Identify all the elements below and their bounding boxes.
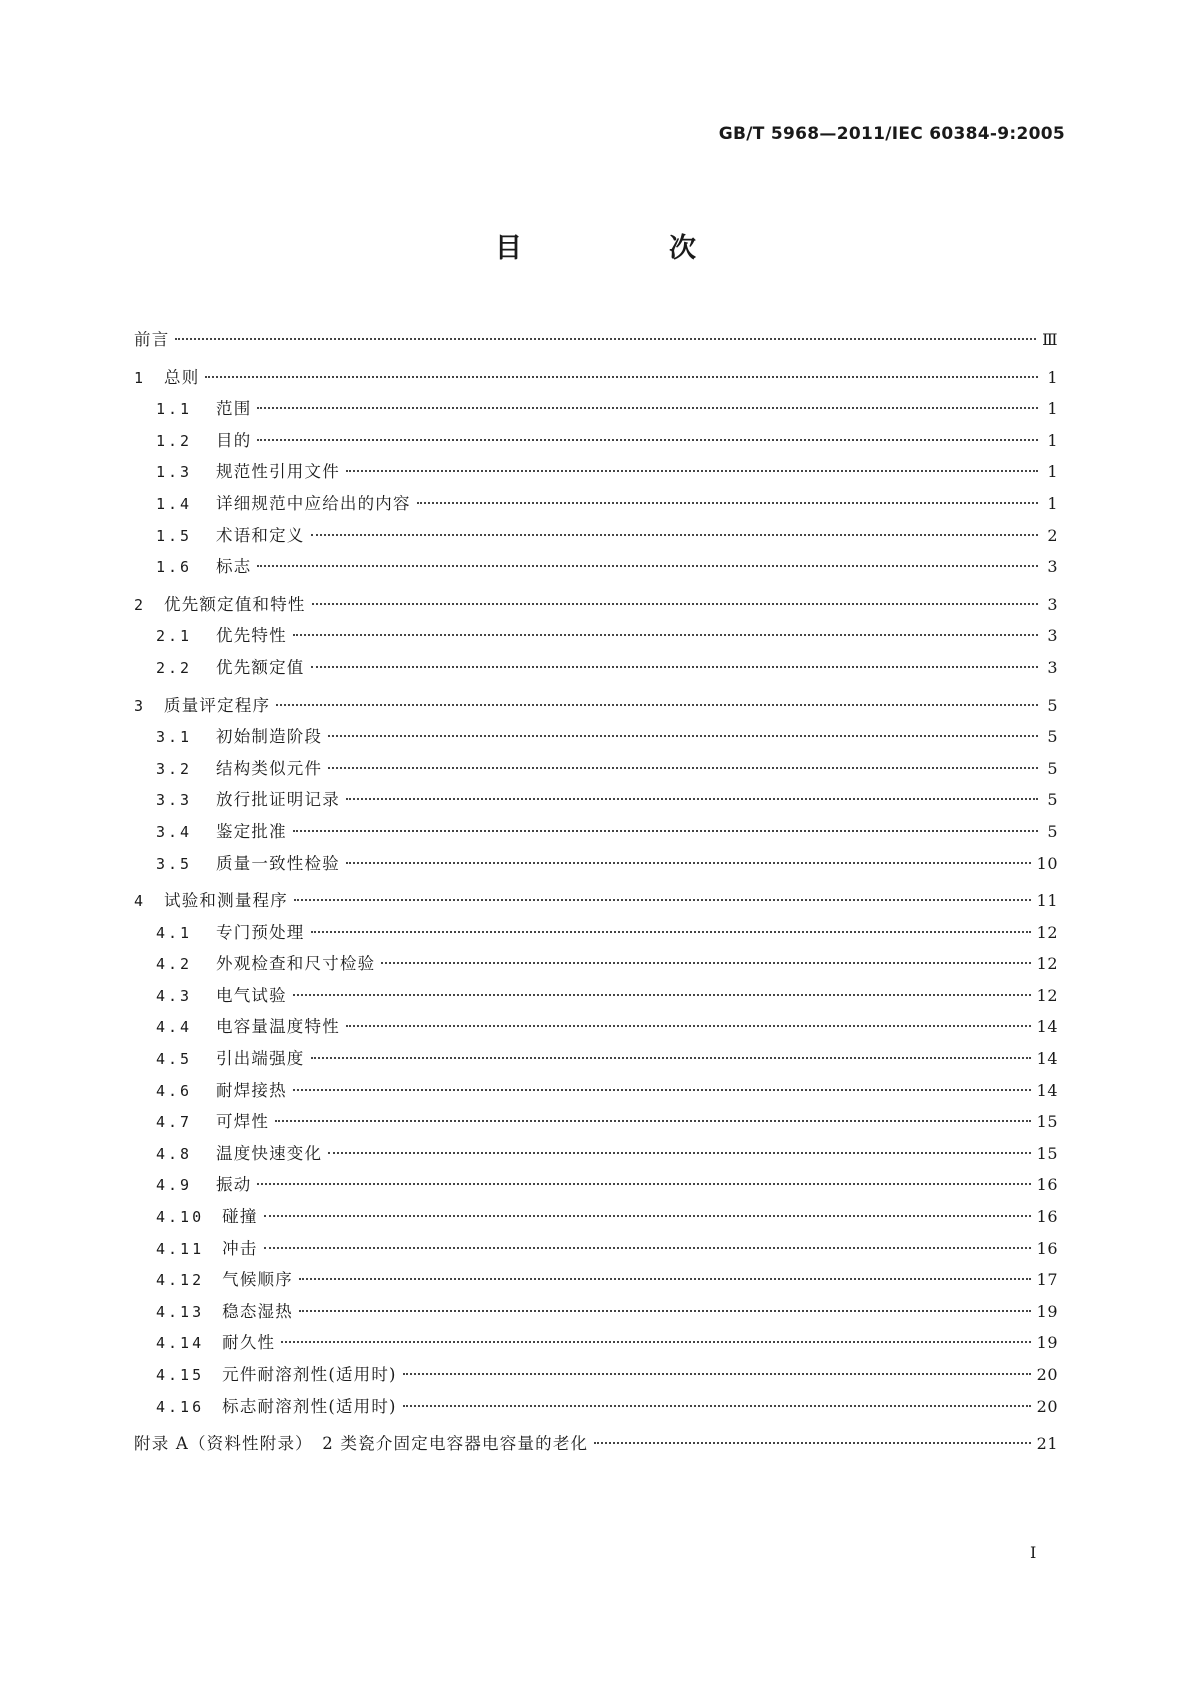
toc-entry[interactable]: [134, 490, 1058, 522]
toc-entry-number: 4.11: [156, 1239, 205, 1258]
toc-entry-number: 2.1: [156, 627, 193, 646]
toc-dot-leader: [346, 1025, 1031, 1027]
toc-entry-title: 放行批证明记录: [216, 790, 340, 810]
toc-entry-page: 5: [1047, 790, 1058, 810]
toc-entry-number: 4.3: [156, 986, 193, 1005]
toc-dot-leader: [264, 1247, 1031, 1249]
toc-entry-number: 1.6: [156, 558, 193, 577]
toc-dot-leader: [281, 1341, 1030, 1343]
toc-entry-title: 质量评定程序: [164, 695, 271, 715]
toc-entry-page: 12: [1036, 954, 1058, 974]
toc-entry-title: 范围: [216, 399, 252, 419]
toc-entry-page: 10: [1036, 853, 1058, 873]
toc-entry-title: 结构类似元件: [216, 758, 323, 778]
toc-entry-title: 前言: [134, 330, 170, 349]
toc-entry-title: 冲击: [222, 1238, 258, 1258]
toc-entry-number: 3.3: [156, 791, 193, 810]
toc-entry[interactable]: [134, 1171, 1058, 1203]
toc-entry-title: 稳态湿热: [222, 1301, 293, 1321]
toc-entry-number: 4.10: [156, 1208, 205, 1227]
toc-dot-leader: [293, 1089, 1031, 1091]
toc-entry-page: 2: [1047, 525, 1058, 545]
toc-entry-page: 15: [1036, 1112, 1058, 1132]
toc-entry-page: 3: [1047, 657, 1058, 677]
toc-entry-page: 1: [1047, 462, 1058, 482]
toc-entry-number: 1.3: [156, 463, 193, 482]
toc-entry-title: 目的: [216, 430, 252, 450]
toc-entry-title: 附录 A（资料性附录） 2 类瓷介固定电容器电容量的老化: [134, 1434, 589, 1454]
toc-dot-leader: [328, 1152, 1030, 1154]
toc-entry[interactable]: [134, 818, 1058, 850]
toc-dot-leader: [381, 962, 1030, 964]
toc-entry-page: 5: [1047, 821, 1058, 841]
toc-entry-number: 4.12: [156, 1271, 205, 1290]
toc-dot-leader: [293, 634, 1038, 636]
toc-entry-page: 5: [1047, 758, 1058, 778]
toc-entry-page: 1: [1047, 430, 1058, 450]
toc-entry-number: 4.7: [156, 1113, 193, 1132]
toc-entry-number: 4.4: [156, 1018, 193, 1037]
toc-entry-page: 5: [1047, 727, 1058, 747]
toc-entry[interactable]: [134, 1329, 1058, 1361]
toc-dot-leader: [311, 534, 1039, 536]
toc-entry-title: 振动: [216, 1175, 252, 1195]
toc-entry-page: 16: [1036, 1207, 1058, 1227]
toc-entry-title: 耐久性: [222, 1333, 276, 1353]
toc-entry-page: 11: [1036, 891, 1058, 911]
toc-dot-leader: [328, 735, 1038, 737]
toc-entry[interactable]: [134, 723, 1058, 755]
toc-entry[interactable]: [134, 919, 1058, 951]
toc-entry-number: 3.1: [156, 728, 193, 747]
toc-entry[interactable]: [134, 654, 1058, 686]
toc-entry[interactable]: [134, 622, 1058, 654]
toc-entry-page: 16: [1036, 1175, 1058, 1195]
toc-dot-leader: [275, 1120, 1031, 1122]
toc-entry-title: 碰撞: [222, 1207, 258, 1227]
toc-entry[interactable]: [134, 395, 1058, 427]
toc-dot-leader: [594, 1442, 1030, 1444]
toc-entry[interactable]: [134, 1013, 1058, 1045]
standard-code: GB/T 5968—2011/IEC 60384-9:2005: [718, 124, 1065, 144]
toc-entry-number: 4.16: [156, 1397, 205, 1416]
toc-entry-title: 气候顺序: [222, 1270, 293, 1290]
toc-entry[interactable]: [134, 1203, 1058, 1235]
toc-entry[interactable]: [134, 1266, 1058, 1298]
toc-entry-title: 温度快速变化: [216, 1143, 323, 1163]
toc-dot-leader: [417, 502, 1038, 504]
toc-entry-number: 3.2: [156, 759, 193, 778]
toc-entry-number: 4.8: [156, 1144, 193, 1163]
toc-entry[interactable]: [134, 591, 1058, 623]
toc-entry-number: 4.13: [156, 1302, 205, 1321]
toc-entry-title: 术语和定义: [216, 525, 305, 545]
toc-entry[interactable]: [134, 755, 1058, 787]
toc-dot-leader: [311, 1057, 1031, 1059]
toc-entry[interactable]: [134, 982, 1058, 1014]
toc-entry-title: 详细规范中应给出的内容: [216, 493, 411, 513]
toc-entry-page: 3: [1047, 557, 1058, 577]
toc-entry-number: 1.4: [156, 494, 193, 513]
toc-entry-page: 5: [1047, 695, 1058, 715]
toc-entry-title: 试验和测量程序: [164, 891, 288, 911]
toc-entry[interactable]: [134, 1045, 1058, 1077]
toc-entry-title: 优先特性: [216, 626, 287, 646]
toc-entry[interactable]: [134, 326, 1058, 358]
toc-entry-title: 元件耐溶剂性(适用时): [222, 1365, 397, 1384]
page-number: I: [1030, 1543, 1037, 1562]
toc-dot-leader: [276, 704, 1038, 706]
toc-entry[interactable]: [134, 1140, 1058, 1172]
toc-entry-page: 20: [1036, 1365, 1058, 1384]
toc-entry-number: 2.2: [156, 658, 193, 677]
toc-dot-leader: [403, 1405, 1031, 1407]
toc-entry[interactable]: [134, 786, 1058, 818]
toc-entry-number: 1: [134, 368, 147, 387]
toc-dot-leader: [311, 931, 1031, 933]
toc-entry[interactable]: [134, 1108, 1058, 1140]
toc-dot-leader: [257, 1183, 1030, 1185]
toc-dot-leader: [257, 439, 1038, 441]
toc-dot-leader: [328, 767, 1038, 769]
toc-entry-number: 1.1: [156, 400, 193, 419]
toc-dot-leader: [257, 407, 1038, 409]
toc-entry-number: 2: [134, 595, 147, 614]
table-of-contents: [134, 326, 1058, 1462]
toc-entry-title: 标志耐溶剂性(适用时): [222, 1396, 397, 1416]
toc-entry-page: 1: [1047, 399, 1058, 419]
toc-entry-page: 14: [1036, 1049, 1058, 1069]
toc-entry-number: 3.4: [156, 822, 193, 841]
toc-entry[interactable]: [134, 950, 1058, 982]
toc-dot-leader: [257, 565, 1038, 567]
toc-entry[interactable]: [134, 553, 1058, 585]
toc-entry[interactable]: [134, 1077, 1058, 1109]
toc-entry-page: 19: [1036, 1333, 1058, 1353]
toc-entry[interactable]: [134, 1361, 1058, 1393]
toc-dot-leader: [175, 338, 1036, 340]
toc-entry-page: 14: [1036, 1080, 1058, 1100]
toc-entry-title: 可焊性: [216, 1112, 270, 1132]
toc-entry[interactable]: [134, 364, 1058, 396]
toc-entry-title: 耐焊接热: [216, 1080, 287, 1100]
toc-dot-leader: [346, 470, 1038, 472]
toc-dot-leader: [264, 1215, 1031, 1217]
toc-entry-page: 1: [1047, 367, 1058, 387]
toc-entry-page: 3: [1047, 594, 1058, 614]
toc-entry-number: 1.2: [156, 431, 193, 450]
toc-entry-title: 优先额定值: [216, 657, 305, 677]
toc-entry-title: 鉴定批准: [216, 821, 287, 841]
toc-entry-page: Ⅲ: [1042, 330, 1058, 349]
toc-dot-leader: [312, 603, 1038, 605]
toc-entry-number: 3: [134, 696, 147, 715]
toc-entry-number: 4.6: [156, 1081, 193, 1100]
toc-dot-leader: [311, 666, 1039, 668]
toc-entry-page: 3: [1047, 626, 1058, 646]
toc-entry[interactable]: [134, 1393, 1058, 1425]
toc-entry-page: 12: [1036, 922, 1058, 942]
toc-entry-title: 引出端强度: [216, 1049, 305, 1069]
toc-entry-title: 初始制造阶段: [216, 727, 323, 747]
toc-entry[interactable]: [134, 887, 1058, 919]
toc-entry[interactable]: [134, 427, 1058, 459]
toc-dot-leader: [299, 1278, 1031, 1280]
toc-entry-number: 4.9: [156, 1176, 193, 1195]
toc-dot-leader: [294, 899, 1031, 901]
toc-entry-page: 21: [1036, 1434, 1058, 1454]
toc-entry-page: 16: [1036, 1238, 1058, 1258]
toc-entry-number: 1.5: [156, 526, 193, 545]
toc-entry-title: 优先额定值和特性: [164, 594, 306, 614]
toc-entry[interactable]: [134, 1235, 1058, 1267]
toc-dot-leader: [299, 1310, 1031, 1312]
toc-entry-page: 1: [1047, 493, 1058, 513]
toc-entry[interactable]: [134, 522, 1058, 554]
toc-dot-leader: [346, 798, 1038, 800]
toc-entry-page: 17: [1036, 1270, 1058, 1290]
toc-entry-number: 4.15: [156, 1366, 205, 1384]
toc-entry-page: 14: [1036, 1017, 1058, 1037]
toc-entry-number: 4.2: [156, 955, 193, 974]
toc-entry[interactable]: [134, 1298, 1058, 1330]
toc-dot-leader: [346, 862, 1031, 864]
toc-entry-page: 20: [1036, 1396, 1058, 1416]
page-title: 目 次: [495, 233, 756, 264]
toc-entry-page: 12: [1036, 985, 1058, 1005]
toc-dot-leader: [205, 376, 1038, 378]
toc-entry-title: 质量一致性检验: [216, 853, 340, 873]
toc-entry[interactable]: [134, 1430, 1058, 1462]
toc-entry-title: 电容量温度特性: [216, 1017, 340, 1037]
toc-dot-leader: [293, 994, 1031, 996]
toc-entry-page: 15: [1036, 1143, 1058, 1163]
toc-entry-title: 标志: [216, 557, 252, 577]
toc-entry-number: 4: [134, 892, 147, 911]
toc-entry[interactable]: [134, 692, 1058, 724]
toc-entry-number: 3.5: [156, 854, 193, 873]
toc-entry[interactable]: [134, 458, 1058, 490]
toc-entry-title: 总则: [164, 367, 200, 387]
toc-dot-leader: [293, 830, 1038, 832]
toc-entry-number: 4.1: [156, 923, 193, 942]
toc-entry-title: 电气试验: [216, 985, 287, 1005]
toc-entry-page: 19: [1036, 1301, 1058, 1321]
toc-entry-title: 专门预处理: [216, 922, 305, 942]
toc-entry-title: 规范性引用文件: [216, 462, 340, 482]
toc-entry[interactable]: [134, 850, 1058, 882]
toc-entry-number: 4.5: [156, 1050, 193, 1069]
toc-entry-title: 外观检查和尺寸检验: [216, 954, 376, 974]
toc-entry-number: 4.14: [156, 1334, 205, 1353]
toc-dot-leader: [403, 1373, 1031, 1375]
